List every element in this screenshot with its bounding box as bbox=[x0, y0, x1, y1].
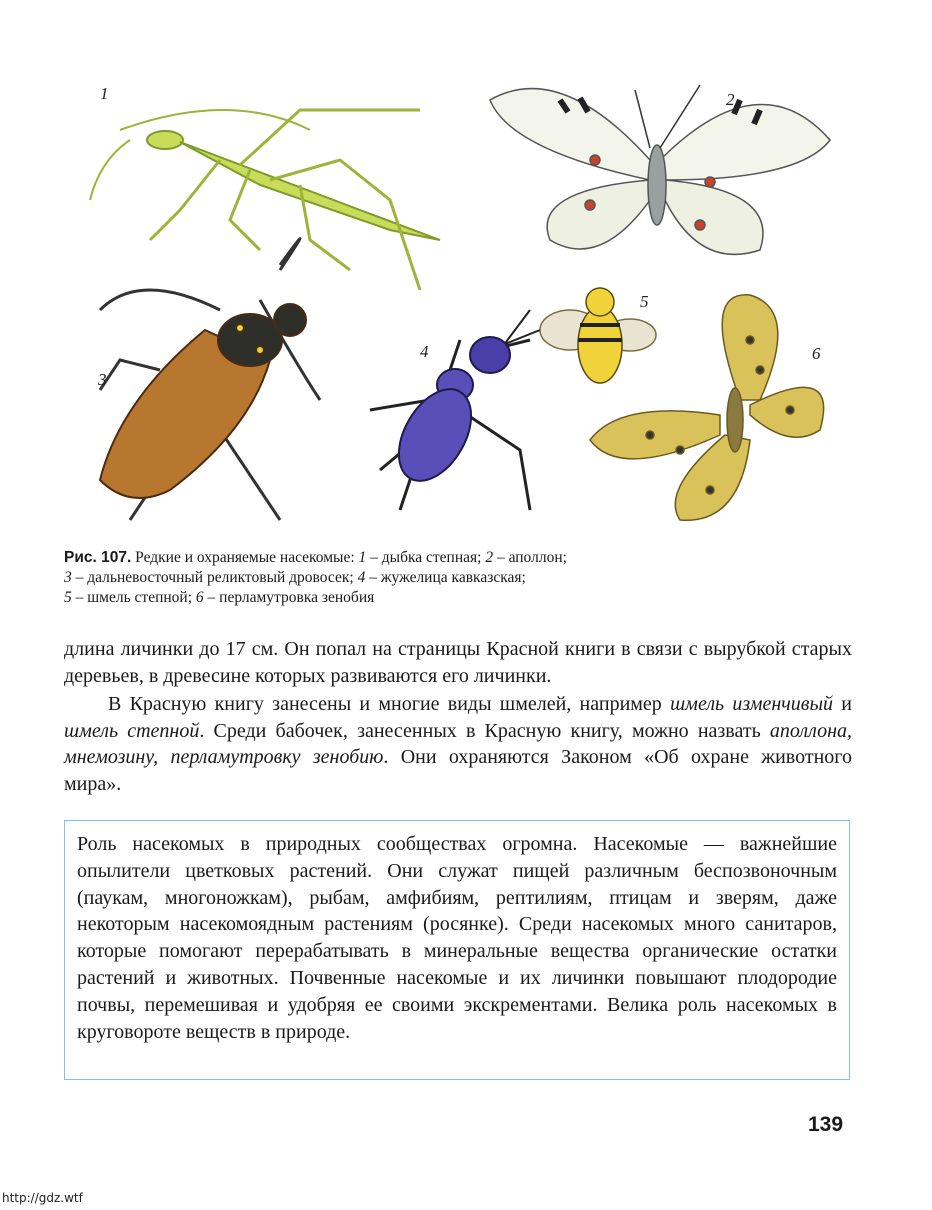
caption-num-2: 2 bbox=[485, 549, 494, 566]
caption-item-4: – жужелица кавказская; bbox=[365, 569, 526, 586]
caption-item-5: – шмель степной; bbox=[71, 589, 196, 606]
insects-figure bbox=[60, 70, 860, 540]
watermark-link[interactable]: http://gdz.wtf bbox=[2, 1191, 83, 1205]
steppe-bumblebee bbox=[540, 288, 656, 383]
summary-text: Роль насекомых в природных сообществах огромна. Насекомые — важнейшие опылители цветковых растений. Они служат пищей различным беспозвоночным (паукам, многоножкам), рыбам, амфибиям, рептилиям, птицам и зверям, даже некоторым насекомоядным растениям (росянке). Среди насекомых много санитаров, которые помогают перерабатывать в минеральные вещества органические остатки растений и животных. Почвенные насекомые и их личинки повышают плодородие почвы, перемешивая и удобряя ее своими экскрементами. Велика роль насекомых в круговороте веществ в природе. bbox=[77, 833, 837, 1043]
p2-part-c: и bbox=[833, 693, 853, 715]
figure-label-2: 2 bbox=[726, 90, 735, 109]
figure-label-6: 6 bbox=[812, 344, 821, 363]
page-number: 139 bbox=[808, 1113, 844, 1136]
p2-species-1: шмель изменчивый bbox=[670, 693, 834, 715]
paragraph-1: длина личинки до 17 см. Он попал на страницы Красной книги в связи с вырубкой старых деревьев, в древесине которых развиваются его личинки. bbox=[64, 638, 852, 687]
figure-label-4: 4 bbox=[420, 342, 429, 361]
caption-item-6: – перламутровка зенобия bbox=[203, 589, 375, 606]
apollo-butterfly bbox=[490, 85, 830, 254]
paragraph-2 bbox=[64, 691, 852, 797]
figure-label-3: 3 bbox=[98, 370, 107, 389]
p2-part-e: . Среди бабочек, занесенных в Красную книгу, можно назвать bbox=[199, 719, 770, 742]
caption-num-4: 4 bbox=[357, 569, 366, 586]
relict-longhorn-beetle bbox=[100, 239, 320, 520]
caucasian-ground-beetle bbox=[370, 310, 540, 510]
caption-num-6: 6 bbox=[195, 589, 204, 606]
body-text bbox=[64, 636, 852, 797]
p2-butterflies: аполлона, мнемозину, перламутровку зенобию bbox=[64, 719, 852, 768]
caption-intro: Редкие и охраняемые насекомые: bbox=[131, 549, 359, 566]
caption-item-2: – аполлон; bbox=[493, 549, 567, 566]
caption-num-3: 3 bbox=[64, 569, 72, 586]
figure-label-5: 5 bbox=[640, 292, 649, 311]
caption-item-3: – дальневосточный реликтовый дровосек; bbox=[71, 569, 358, 586]
steppe-katydid bbox=[90, 110, 440, 290]
p2-part-a: В Красную книгу занесены и многие виды шмелей, например bbox=[108, 693, 671, 715]
figure-label-1: 1 bbox=[100, 84, 109, 103]
caption-item-1: – дыбка степная; bbox=[366, 549, 486, 566]
insects-illustration bbox=[60, 70, 860, 540]
summary-box bbox=[64, 820, 850, 1080]
p2-species-2: шмель степной bbox=[64, 719, 200, 742]
p2-part-g: . Они охраняются Законом «Об охране животного мира». bbox=[64, 746, 852, 795]
caption-figure-label: Рис. 107. bbox=[64, 549, 132, 566]
caption-num-5: 5 bbox=[64, 589, 72, 606]
caption-num-1: 1 bbox=[358, 549, 367, 566]
figure-caption bbox=[64, 548, 844, 608]
